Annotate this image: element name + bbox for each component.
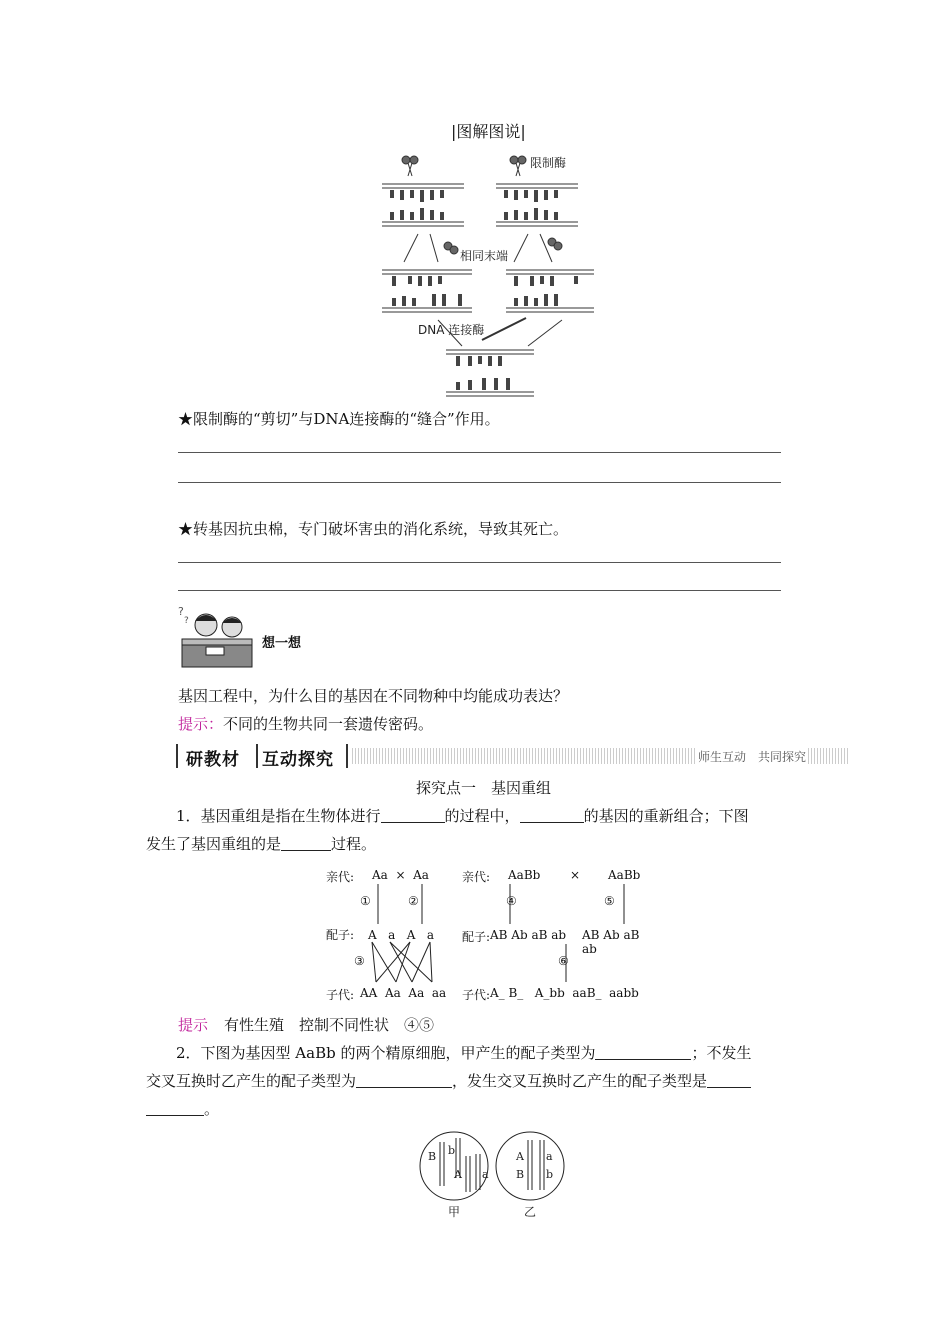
answer-line: [178, 562, 781, 563]
gametes: A a A a: [368, 928, 434, 942]
answer-line: [178, 482, 781, 483]
step-5: ⑤: [604, 894, 615, 908]
allele-label: b: [448, 1144, 456, 1157]
hint-label: 提示: [178, 1016, 209, 1034]
allele-label: B: [428, 1150, 437, 1163]
label-parent: 亲代:: [462, 870, 491, 884]
allele-label: b: [546, 1168, 554, 1181]
cell-label-yi: 乙: [524, 1205, 537, 1219]
allele-label: a: [546, 1150, 553, 1163]
parent-genotype: AaBb: [608, 868, 641, 882]
step-6: ⑥: [558, 954, 569, 968]
section-title: 探究点一 基因重组: [416, 779, 552, 797]
offspring: AA Aa Aa aa: [360, 986, 447, 1000]
allele-label: a: [482, 1168, 489, 1181]
think-question: 基因工程中，为什么目的基因在不同物种中均能成功表达？: [178, 687, 569, 705]
hint-text: 不同的生物共同一套遗传密码。: [223, 715, 434, 733]
answer-line: [178, 452, 781, 453]
label-gamete: 配子:: [326, 928, 355, 942]
genetic-cross-diagram: [326, 864, 646, 1004]
step-2: ②: [408, 894, 419, 908]
svg-text:?: ?: [178, 605, 184, 618]
question-2-line-1: 2．下图为基因型 AaBb 的两个精原细胞，甲产生的配子类型为 ；不发生: [176, 1044, 752, 1062]
bullet-text: ★限制酶的“剪切”与DNA连接酶的“缝合”作用。: [178, 410, 500, 428]
figure-title: |图解图说|: [451, 122, 526, 141]
gametes: AB Ab aB ab: [490, 928, 567, 942]
parent-genotypes: Aa × Aa: [372, 868, 429, 882]
cell-label-jia: 甲: [448, 1205, 461, 1219]
step-4: ④: [506, 894, 517, 908]
label-dna-ligase: DNA 连接酶: [418, 323, 485, 337]
question-1-line-1: 1．基因重组是指在生物体进行 的过程中， 的基因的重新组合；下图: [176, 807, 749, 825]
cross-symbol: ×: [570, 868, 581, 882]
step-1: ①: [360, 894, 371, 908]
bullet-text: ★转基因抗虫棉，专门破坏害虫的消化系统，导致其死亡。: [178, 520, 569, 538]
label-parent: 亲代:: [326, 870, 355, 884]
question-1-line-2: 发生了基因重组的是 过程。: [146, 835, 377, 853]
hint-label: 提示：: [178, 715, 224, 733]
label-gamete: 配子:: [462, 930, 491, 944]
label-restriction-enzyme: 限制酶: [530, 156, 567, 170]
banner-middle: 互动探究: [262, 750, 334, 770]
hint-text: 有性生殖 控制不同性状 ④⑤: [224, 1016, 435, 1034]
question-2-line-2: 交叉互换时乙产生的配子类型为 ，发生交叉互换时乙产生的配子类型是: [146, 1071, 751, 1091]
gametes: AB Ab aB ab: [582, 928, 640, 956]
step-3: ③: [354, 954, 365, 968]
svg-text:?: ?: [184, 616, 189, 626]
answer-line: [178, 590, 781, 591]
sperm-mother-cells: [418, 1128, 568, 1220]
allele-label: A: [454, 1168, 462, 1181]
think-label: 想一想: [262, 636, 302, 651]
banner-right: 师生互动 共同探究: [698, 750, 807, 764]
banner-left: 研教材: [186, 750, 240, 770]
label-offspring: 子代:: [462, 988, 491, 1002]
allele-label: A: [516, 1150, 524, 1163]
question-2-line-3: 。: [146, 1099, 219, 1119]
label-same-ends: 相同末端: [460, 249, 509, 263]
offspring: A_ B_ A_bb aaB_ aabb: [490, 986, 639, 1000]
scissors-icon: [402, 156, 418, 176]
section-banner: [176, 744, 848, 768]
allele-label: B: [516, 1168, 525, 1181]
restriction-ligase-diagram: [378, 150, 598, 400]
scissors-icon: [510, 156, 526, 176]
kids-studying-icon: [176, 603, 256, 675]
parent-genotype: AaBb: [508, 868, 541, 882]
label-offspring: 子代:: [326, 988, 355, 1002]
